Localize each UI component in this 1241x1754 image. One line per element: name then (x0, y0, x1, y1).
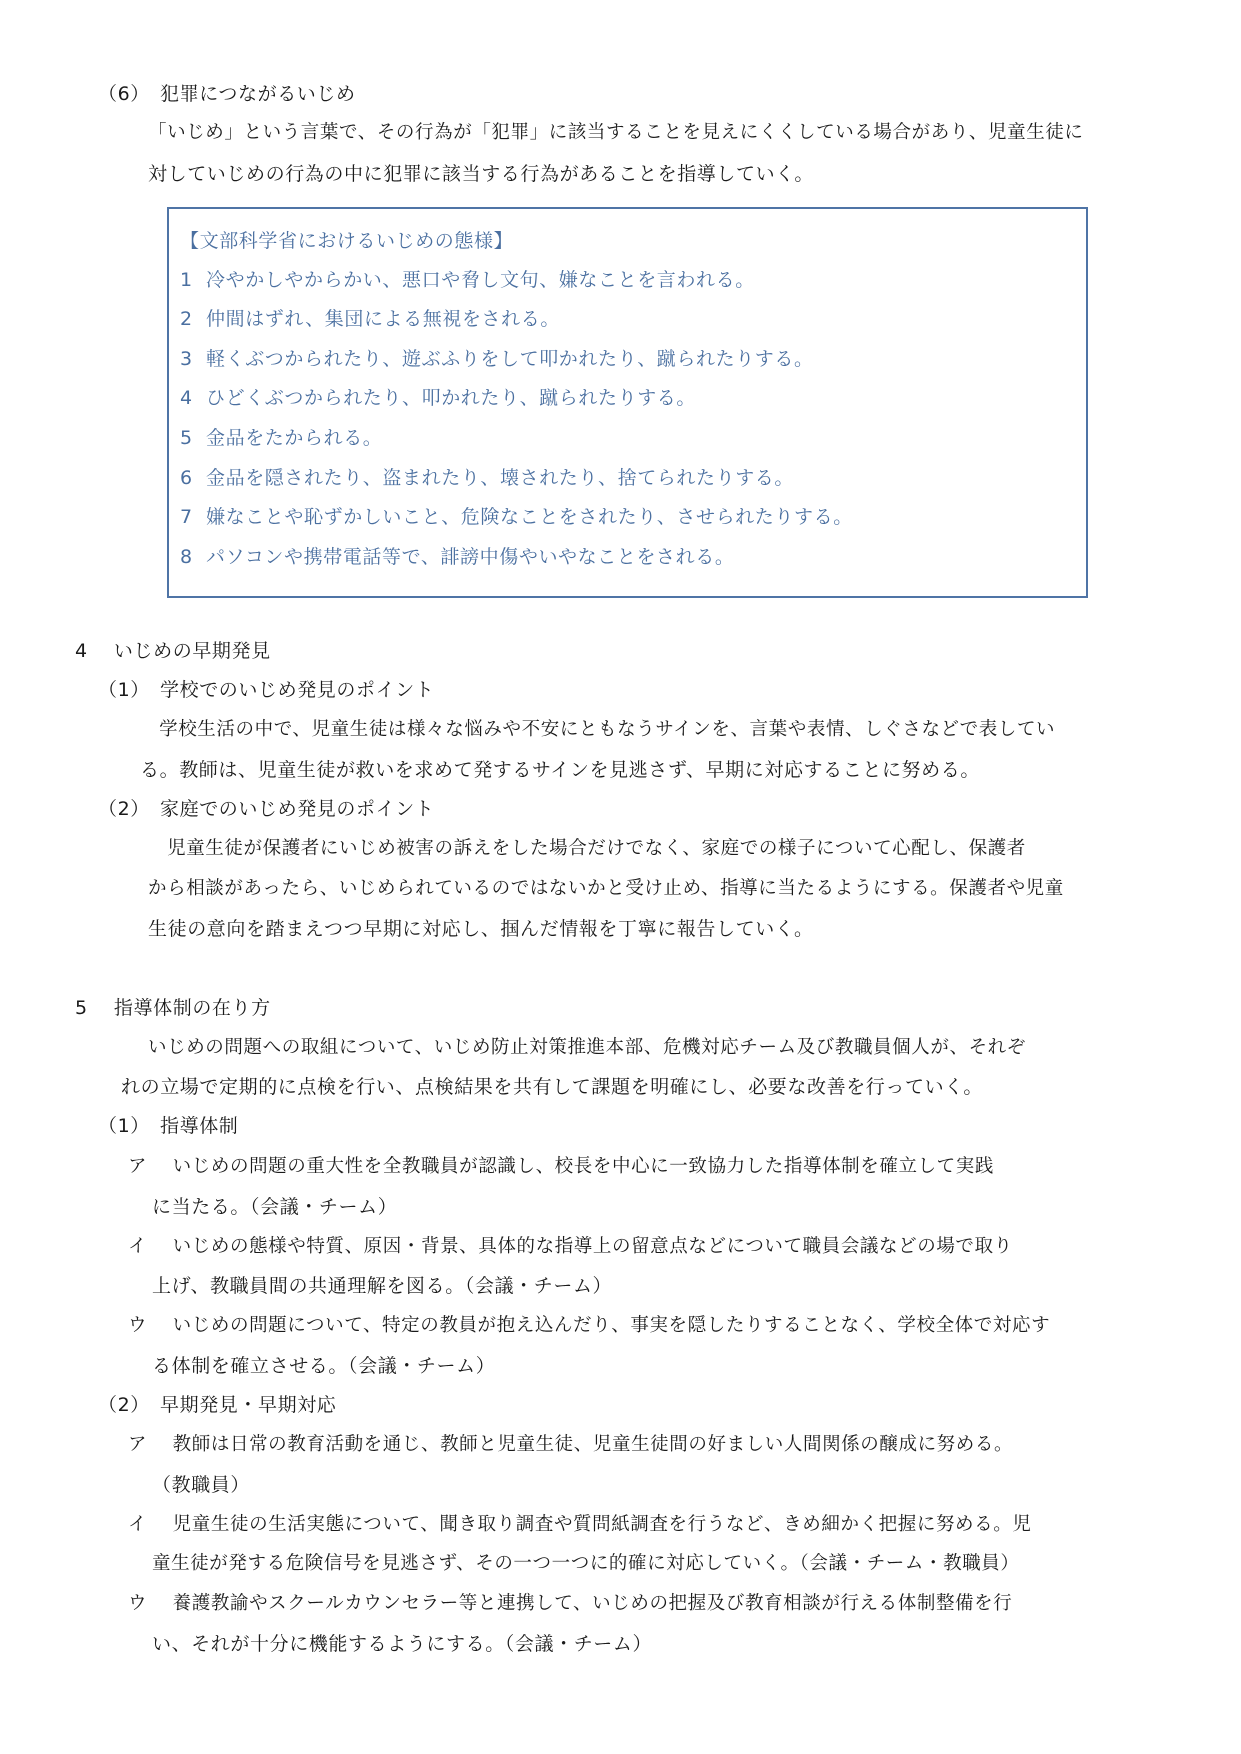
section-5-1-item-a-line-1: ア いじめの問題の重大性を全教職員が認識し、校長を中心に一致協力した指導体制を確立して実践 (128, 1156, 994, 1177)
section-5-1-item-a-line-2: に当たる。（会議・チーム） (152, 1196, 398, 1218)
section-4-2-line-3: 生徒の意向を踏まえつつ早期に対応し、掴んだ情報を丁寧に報告していく。 (148, 918, 814, 940)
box-item-text: 金品を隠されたり、盗まれたり、壊されたり、捨てられたりする。 (206, 467, 795, 489)
section-5-2-item-a-line-1: ア 教師は日常の教育活動を通じ、教師と児童生徒、児童生徒間の好ましい人間関係の醸成に努める。 (128, 1434, 1014, 1455)
box-item-1 (180, 266, 755, 294)
box-item-8 (180, 543, 734, 571)
section-4-2-line-1: 児童生徒が保護者にいじめ被害の訴えをした場合だけでなく、家庭での様子について心配し、保護者 (148, 838, 1026, 859)
section-5-1-item-u-line-1: ウ いじめの問題について、特定の教員が抱え込んだり、事実を隠したりすることなく、学校全体で対応す (128, 1315, 1051, 1336)
box-item-3 (180, 345, 814, 373)
box-item-number: 8 (180, 546, 193, 568)
section-4-1-line-1: 学校生活の中で、児童生徒は様々な悩みや不安にともなうサインを、言葉や表情、しぐさなどで表してい (140, 719, 1056, 740)
section-5-2-item-u-line-1: ウ 養護教諭やスクールカウンセラー等と連携して、いじめの把握及び教育相談が行える体制整備を行 (128, 1593, 1013, 1614)
section-5-2-item-u-line-2: い、それが十分に機能するようにする。（会議・チーム） (152, 1633, 653, 1655)
box-item-text: ひどくぶつかられたり、叩かれたり、蹴られたりする。 (206, 387, 697, 409)
box-item-text: 軽くぶつかられたり、遊ぶふりをして叩かれたり、蹴られたりする。 (206, 348, 814, 370)
section-5-2-item-i-line-1: イ 児童生徒の生活実態について、聞き取り調査や質問紙調査を行うなど、きめ細かく把握に努める。児 (128, 1514, 1032, 1535)
section-5-line-1: いじめの問題への取組について、いじめ防止対策推進本部、危機対応チーム及び教職員個人が、それぞ (148, 1037, 1026, 1058)
box-item-text: パソコンや携帯電話等で、誹謗中傷やいやなことをされる。 (206, 546, 735, 568)
section-5-heading: 5 指導体制の在り方 (75, 997, 271, 1019)
section-4-2-heading: （2） 家庭でのいじめ発見のポイント (98, 798, 435, 820)
section-5-line-2: れの立場で定期的に点検を行い、点検結果を共有して課題を明確にし、必要な改善を行っていく。 (121, 1076, 984, 1098)
section-5-2-heading: （2） 早期発見・早期対応 (98, 1394, 337, 1416)
box-item-text: 嫌なことや恥ずかしいこと、危険なことをされたり、させられたりする。 (206, 506, 853, 528)
section-5-1-item-i-line-2: 上げ、教職員間の共通理解を図る。（会議・チーム） (152, 1275, 613, 1297)
section-4-2-line-2: から相談があったら、いじめられているのではないかと受け止め、指導に当たるようにする。保護者や児童 (148, 878, 1064, 899)
section-6-paragraph-line-2: 対していじめの行為の中に犯罪に該当する行為があることを指導していく。 (148, 163, 815, 185)
box-item-number: 1 (180, 269, 193, 291)
box-item-number: 5 (180, 427, 193, 449)
box-item-5 (180, 424, 382, 452)
box-item-number: 7 (180, 506, 193, 528)
section-5-1-item-i-line-1: イ いじめの態様や特質、原因・背景、具体的な指導上の留意点などについて職員会議などの場で取り (128, 1236, 1013, 1257)
box-item-4 (180, 384, 696, 412)
section-5-1-item-u-line-2: る体制を確立させる。（会議・チーム） (152, 1355, 496, 1377)
section-4-heading: 4 いじめの早期発見 (75, 640, 271, 662)
box-item-text: 金品をたかられる。 (206, 427, 383, 449)
box-title: 【文部科学省におけるいじめの態様】 (180, 230, 514, 252)
section-6-paragraph-line-1: 「いじめ」という言葉で、その行為が「犯罪」に該当することを見えにくくしている場合があり、児童生徒に (148, 122, 1084, 143)
section-4-1-heading: （1） 学校でのいじめ発見のポイント (98, 679, 435, 701)
box-item-number: 2 (180, 308, 193, 330)
box-item-number: 3 (180, 348, 193, 370)
box-item-text: 冷やかしやからかい、悪口や脅し文句、嫌なことを言われる。 (206, 269, 755, 291)
box-item-6 (180, 464, 794, 492)
section-5-2-item-i-line-2: 童生徒が発する危険信号を見逃さず、その一つ一つに的確に対応していく。（会議・チーム・教職員） (152, 1553, 1020, 1574)
box-item-number: 6 (180, 467, 193, 489)
section-6-heading: （6） 犯罪につながるいじめ (98, 83, 356, 105)
box-item-text: 仲間はずれ、集団による無視をされる。 (206, 308, 560, 330)
box-item-7 (180, 503, 853, 531)
section-5-2-item-a-line-2: （教職員） (152, 1474, 251, 1496)
section-4-1-line-2: る。教師は、児童生徒が救いを求めて発するサインを見逃さず、早期に対応することに努める。 (140, 759, 980, 781)
section-5-1-heading: （1） 指導体制 (98, 1115, 239, 1137)
box-item-2 (180, 305, 560, 333)
box-item-number: 4 (180, 387, 193, 409)
